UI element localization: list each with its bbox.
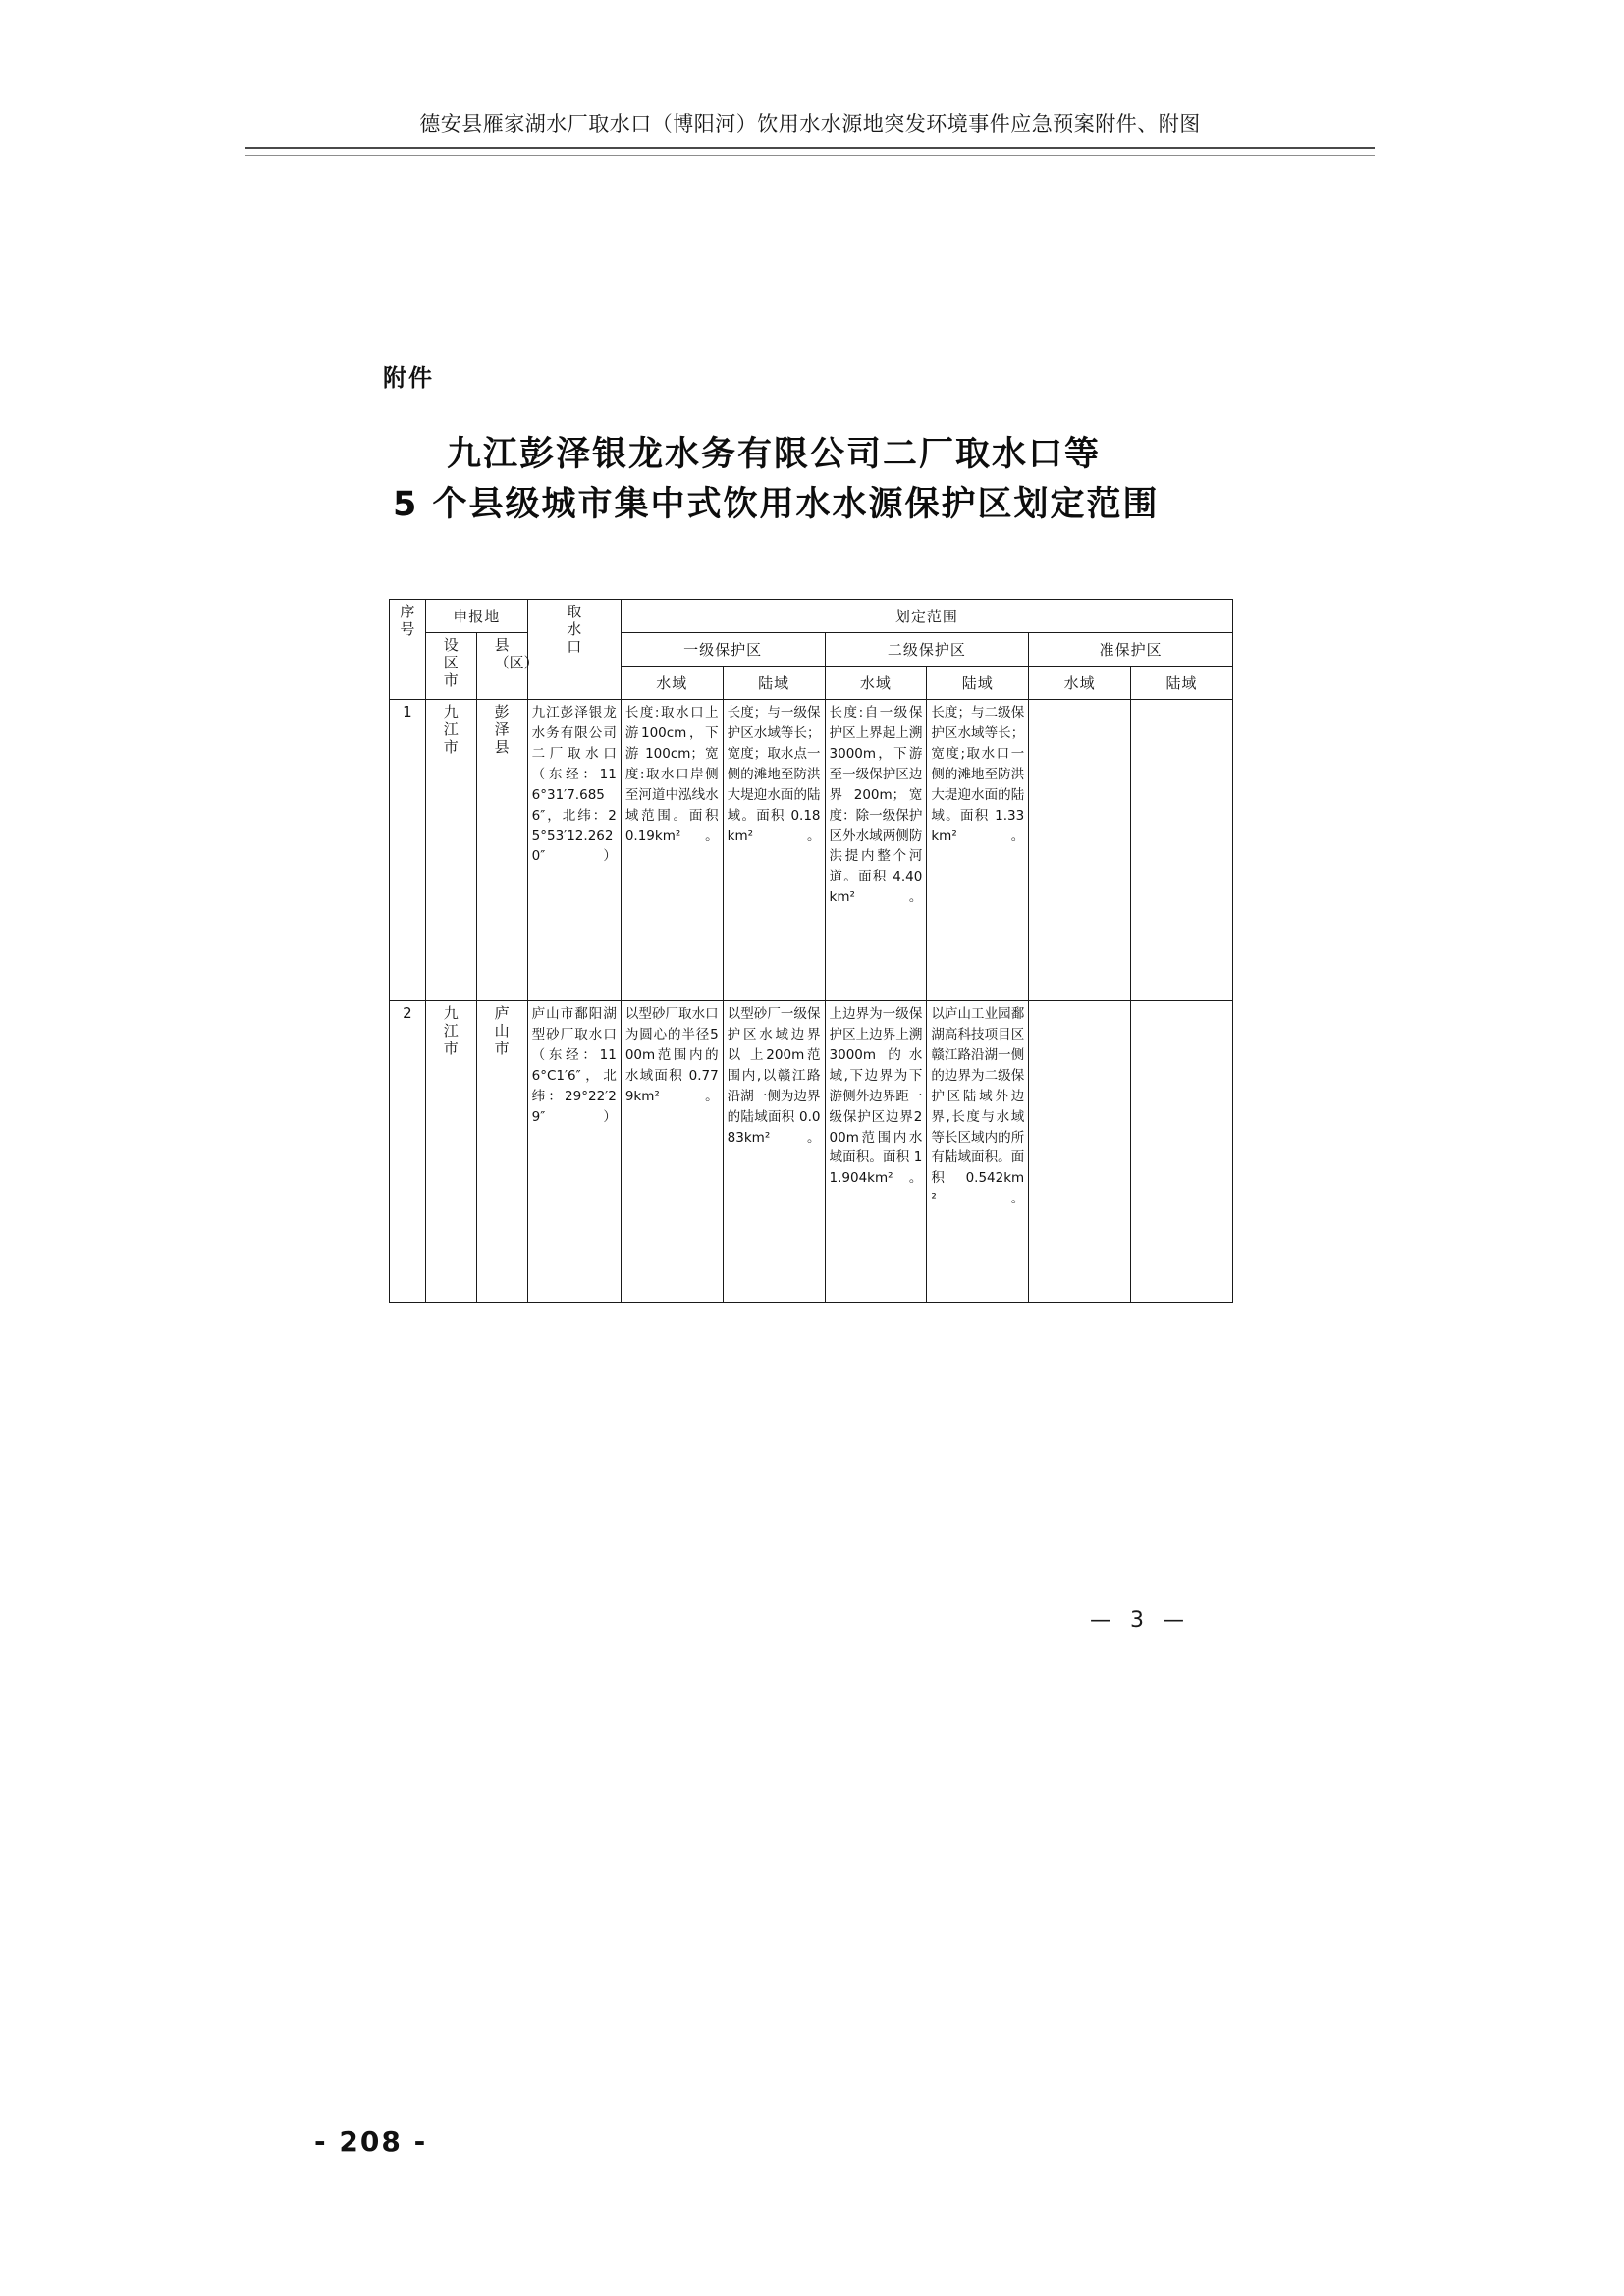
header-county: 县（区）	[476, 633, 527, 700]
page-title-line-1: 九江彭泽银龙水务有限公司二厂取水口等	[447, 435, 1102, 474]
header-seq: 序号	[390, 600, 426, 700]
page-title-line-2: 5 个县级城市集中式饮用水水源保护区划定范围	[393, 484, 1160, 524]
header-level1: 一级保护区	[621, 633, 825, 667]
row-quasi-water	[1029, 700, 1131, 1001]
header-city: 设区市	[425, 633, 476, 700]
row-city: 九江市	[425, 1001, 476, 1303]
page-title	[393, 430, 1276, 530]
row-county: 庐山市	[476, 1001, 527, 1303]
header-rule-thin	[245, 155, 1375, 156]
table-header-row-2	[390, 633, 1233, 667]
row-seq: 2	[390, 1001, 426, 1303]
table-header-row-1	[390, 600, 1233, 633]
page-number-footer: - 208 -	[314, 2125, 428, 2158]
row-city: 九江市	[425, 700, 476, 1001]
row-quasi-land	[1131, 700, 1233, 1001]
header-intake: 取水口	[527, 600, 621, 700]
row-quasi-water	[1029, 1001, 1131, 1303]
header-rule-thick	[245, 147, 1375, 149]
attachment-page-number: — 3 —	[1090, 1608, 1190, 1632]
attachment-label: 附件	[383, 364, 434, 392]
running-header-title: 德安县雁家湖水厂取水口（博阳河）饮用水水源地突发环境事件应急预案附件、附图	[419, 112, 1201, 135]
row-level2-land: 长度；与二级保护区水域等长；宽度;取水口一侧的滩地至防洪大堤迎水面的陆域。面积 1.33km²。	[927, 700, 1029, 1001]
header-level2: 二级保护区	[825, 633, 1029, 667]
header-level2-land: 陆域	[927, 667, 1029, 700]
header-apply-area: 申报地	[425, 600, 527, 633]
row-intake: 九江彭泽银龙水务有限公司二厂取水口（东经：116°31′7.6856″，北纬：25°53′12.2620″）	[527, 700, 621, 1001]
header-quasi-land: 陆域	[1131, 667, 1233, 700]
row-level2-water: 长度:自一级保护区上界起上溯 3000m，下游至一级保护区边界 200m；宽度：除一级保护区外水域两侧防洪提内整个河道。面积 4.40km²。	[825, 700, 927, 1001]
header-scope: 划定范围	[621, 600, 1232, 633]
row-level1-land: 以型砂厂一级保护区水域边界 以 上200m范围内,以赣江路沿湖一侧为边界的陆域面积 0.083km²。	[723, 1001, 825, 1303]
row-level2-land: 以庐山工业园鄱湖高科技项目区赣江路沿湖一侧的边界为二级保护区陆域外边界,长度与水域等长区域内的所有陆域面积。面积 0.542km²。	[927, 1001, 1029, 1303]
protection-scope-table	[389, 599, 1233, 1303]
header-level1-water: 水域	[621, 667, 723, 700]
row-level2-water: 上边界为一级保护区上边界上溯3000m 的水域,下边界为下游侧外边界距一级保护区边界200m范围内水域面积。面积 11.904km²。	[825, 1001, 927, 1303]
table-row	[390, 700, 1233, 1001]
row-seq: 1	[390, 700, 426, 1001]
header-level2-water: 水域	[825, 667, 927, 700]
header-level1-land: 陆域	[723, 667, 825, 700]
scope-table-wrapper	[389, 599, 1233, 1303]
header-quasi: 准保护区	[1029, 633, 1233, 667]
row-quasi-land	[1131, 1001, 1233, 1303]
row-county: 彭泽县	[476, 700, 527, 1001]
running-header	[245, 108, 1375, 156]
row-level1-water: 长度:取水口上游100cm，下游 100cm；宽度:取水口岸侧至河道中泓线水域范围。面积 0.19km²。	[621, 700, 723, 1001]
header-quasi-water: 水域	[1029, 667, 1131, 700]
row-intake: 庐山市鄱阳湖型砂厂取水口（东经：116°C1′6″，北纬：29°22′29″）	[527, 1001, 621, 1303]
row-level1-land: 长度；与一级保护区水域等长；宽度；取水点一侧的滩地至防洪大堤迎水面的陆域。面积 0.18km²。	[723, 700, 825, 1001]
row-level1-water: 以型砂厂取水口为圆心的半径500m范围内的水域面积 0.779km²。	[621, 1001, 723, 1303]
table-row	[390, 1001, 1233, 1303]
